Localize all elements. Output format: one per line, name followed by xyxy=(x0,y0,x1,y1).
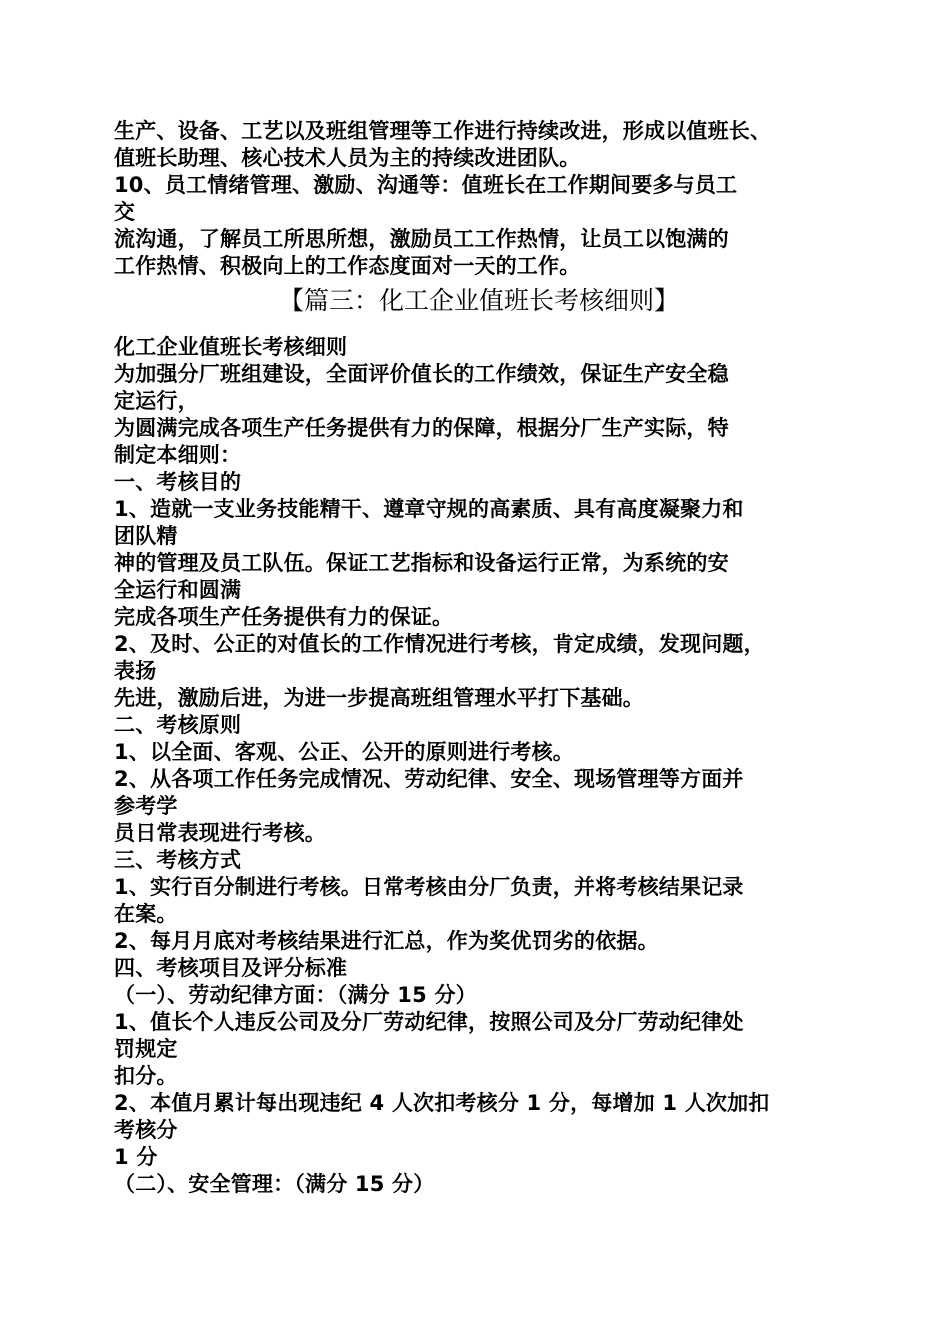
text-line: 值班长助理、核心技术人员为主的持续改进团队。 xyxy=(114,146,581,170)
text-line: （一）、劳动纪律方面：（满分 15 分） xyxy=(114,983,477,1007)
text-line: 参考学 xyxy=(114,794,178,818)
text-line: 表扬 xyxy=(114,659,157,683)
text-line: 考核分 xyxy=(114,1118,178,1142)
text-line: 二、考核原则 xyxy=(114,713,242,737)
text-line: 流沟通，了解员工所思所想，激励员工工作热情，让员工以饱满的 xyxy=(114,227,729,251)
section-title: 【篇三：化工企业值班长考核细则】 xyxy=(278,286,679,315)
text-block-after xyxy=(114,334,844,1198)
text-line: 为加强分厂班组建设，全面评价值长的工作绩效，保证生产安全稳 xyxy=(114,362,729,386)
text-line: 2、每月月底对考核结果进行汇总，作为奖优罚劣的依据。 xyxy=(114,929,659,953)
text-line: 1、以全面、客观、公正、公开的原则进行考核。 xyxy=(114,740,575,764)
text-line: （二）、安全管理：（满分 15 分） xyxy=(114,1172,435,1196)
text-line: 完成各项生产任务提供有力的保证。 xyxy=(114,605,454,629)
text-line: 2、及时、公正的对值长的工作情况进行考核，肯定成绩，发现问题， xyxy=(114,632,765,656)
text-line: 一、考核目的 xyxy=(114,470,242,494)
text-line: 1、值长个人违反公司及分厂劳动纪律，按照公司及分厂劳动纪律处 xyxy=(114,1010,744,1034)
text-line: 1、造就一支业务技能精干、遵章守规的高素质、具有高度凝聚力和 xyxy=(114,497,744,521)
text-line: 神的管理及员工队伍。保证工艺指标和设备运行正常，为系统的安 xyxy=(114,551,729,575)
text-line: 生产、设备、工艺以及班组管理等工作进行持续改进，形成以值班长、 xyxy=(114,119,772,143)
text-line: 团队精 xyxy=(114,524,178,548)
document-page xyxy=(114,118,844,1198)
text-line: 在案。 xyxy=(114,902,178,926)
text-line: 四、考核项目及评分标准 xyxy=(114,956,348,980)
text-line: 2、本值月累计每出现违纪 4 人次扣考核分 1 分，每增加 1 人次加扣 xyxy=(114,1091,770,1115)
text-line: 为圆满完成各项生产任务提供有力的保障，根据分厂生产实际，特 xyxy=(114,416,729,440)
text-line: 先进，激励后进，为进一步提高班组管理水平打下基础。 xyxy=(114,686,644,710)
text-line: 化工企业值班长考核细则 xyxy=(114,335,348,359)
text-line: 全运行和圆满 xyxy=(114,578,242,602)
text-line: 员日常表现进行考核。 xyxy=(114,821,326,845)
text-line: 2、从各项工作任务完成情况、劳动纪律、安全、现场管理等方面并 xyxy=(114,767,744,791)
text-line: 交 xyxy=(114,200,136,224)
text-line: 制定本细则： xyxy=(114,443,242,467)
text-line: 1 分 xyxy=(114,1145,158,1169)
text-line: 10、员工情绪管理、激励、沟通等：值班长在工作期间要多与员工 xyxy=(114,173,738,197)
text-block-before xyxy=(114,118,844,280)
text-line: 1、实行百分制进行考核。日常考核由分厂负责，并将考核结果记录 xyxy=(114,875,744,899)
text-line: 定运行， xyxy=(114,389,199,413)
text-line: 罚规定 xyxy=(114,1037,178,1061)
text-line: 工作热情、积极向上的工作态度面对一天的工作。 xyxy=(114,254,581,278)
text-line: 扣分。 xyxy=(114,1064,178,1088)
text-line: 三、考核方式 xyxy=(114,848,242,872)
